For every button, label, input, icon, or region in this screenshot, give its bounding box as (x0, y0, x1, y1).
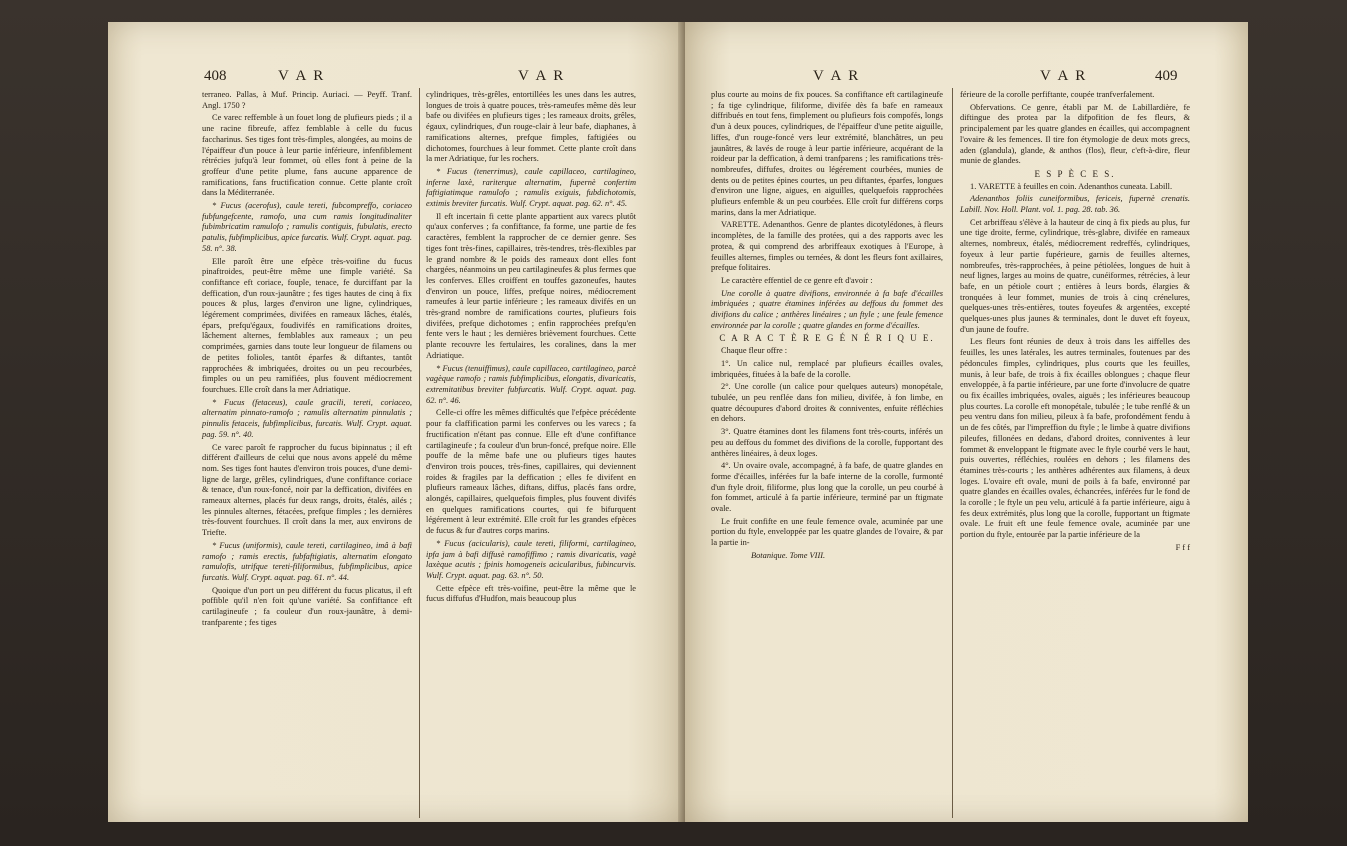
paragraph: Celle-ci offre les mêmes difficultés que l'efpèce précédente pour fa claffification parmi les conferves ou les varecs ; fa fructification n'étant pas connue. Elle eft d'une confiftance cartilagineufe ; fa couleur d'un brun-foncé, prefque noire. Elle pouffe de la même bafe une ou plufieurs tiges hautes d'environ trois pouces, très-fines, capillaires, qui deviennent roides & fragiles par la deffication ; elles fe divifent en plufieurs rameaux lâches, diftans, diffus, placés fans ordre, alongés, capillaires, quelquefois fimples, plus fouvent divifés en quelques ramifications courtes, qui fe bifurquent légérement à leur extrémité. Elle croît fur les grandes efpèces de fucus & fur d'autres corps marins. (426, 408, 636, 536)
paragraph: 3°. Quatre étamines dont les filamens font très-courts, inférés un peu au deffous du fommet des divifions de la corolle, fupportant des anthères linéaires, à deux loges. (711, 427, 943, 458)
section-heading: C A R A C T È R E G É N É R I Q U E. (719, 333, 935, 344)
latin-diagnosis: Adenanthos foliis cuneiformibus, fericeis, fupernè crenatis. Labill. Nov. Holl. Plant. vol. 1. pag. 28. tab. 36. (960, 194, 1190, 215)
running-head-right-col2: V A R (1040, 68, 1088, 84)
signature-mark: F f f (1175, 542, 1190, 552)
paragraph: Ce varec reffemble à un fouet long de plufieurs pieds ; il a une racine fibreufe, affez femblable à celle du fucus faccharinus. Ses tiges font très-fimples, alongées, au moins de l'épaiffeur d'un pouce à leur partie inférieure, infenfiblement rétrécies jufqu'à leur fommet, où elles font à peine de la groffeur d'une petite plume, fans aucune apparence de ramifications, fans fructification connue. Cette plante croît dans la Méditerranée. (202, 113, 412, 198)
essential-character: Une corolle à quatre divifions, environnée à fa bafe d'écailles imbriquées ; quatre étamines inférées au deffous du fommet des divifions du calice ; anthères linéaires ; un ftyle ; une feule femence environnée par la corolle ; quatre glandes en forme d'écailles. (711, 288, 943, 330)
section-heading: E S P È C E S. (1034, 168, 1116, 179)
paragraph: plus courte au moins de fix pouces. Sa confiftance eft cartilagineufe ; fa tige cylindrique, filiforme, divifée dès fa bafe en rameaux diffribués en tout fens, fimplement ou plufieurs fois compofés, longs d'un à deux pouces, cylindriques, de l'épaiffeur d'une petite aiguille, liffes, d'un rouge-foncé vers leur extrémité, blanchâtres, un peu jaunâtres, & lavés de rouge à leur partie inférieure, acquérant de la roideur par la deffication, à demi tranfparens ; les ramifications très-nombreufes, diffufes, droites ou légérement courbées, munies de dents ou de petites épines courtes, un peu diftantes, éparfes, longues d'environ une ligne, aigues, en aiguilles, quelquefois rapprochées plufieurs enfemble & un peu courbées. Elle croît fur différens corps marins, dans la mer Adriatique. (711, 90, 943, 217)
paragraph: Elle paroît être une efpèce très-voifine du fucus pinaftroides, peut-être même une fimple variété. Sa confiftance eft coriace, fouple, tenace, fe durciffant par la deffication, d'un roux-jaunâtre ; fes tiges hautes de cinq à fix pouces & plus, larges d'environ une ligne, cylindriques, légérement comprimées, divifées en rameaux lâches, étalés, épars, prefqu'égaux, foudivifés en ramifications droites, lâchement alternes, femblables aux rameaux ; un peu comprimées, garnies dans toute leur longueur de filamens ou de petites folioles, tantôt éparfes & diftantes, tantôt rapprochées & imbriquées, droites ou un peu recourbées, fimples ou un peu ramifiées, plus fouvent médiocrement fourchues. Elle croît dans la mer Adriatique. (202, 256, 412, 394)
column-rule (952, 88, 953, 818)
signature-line: Botanique. Tome VIII. (751, 550, 826, 560)
left-page-column-2 (426, 90, 636, 607)
right-page (685, 22, 1248, 822)
species-entry: 1. VARETTE à feuilles en coin. Adenanthos cuneata. Labill. (970, 181, 1173, 191)
right-page-column-2 (960, 90, 1190, 556)
right-page-column-1 (711, 90, 943, 564)
paragraph: Le caractère effentiel de ce genre eft d'avoir : (721, 275, 873, 285)
column-rule (419, 88, 420, 818)
latin-diagnosis: * Fucus (tenuiffimus), caule capillaceo, cartilagineo, parcè vagèque ramofo ; ramis fubfimplicibus, elongatis, divaricatis, extremitatibus breviter fubfurcatis. Wulf. Crypt. aquat. pag. 62. n°. 46. (426, 363, 636, 405)
paragraph: 1°. Un calice nul, remplacé par plufieurs écailles ovales, imbriquées, fituées à la bafe de la corolle. (711, 358, 943, 379)
page-number-left: 408 (204, 68, 227, 84)
paragraph: 2°. Une corolle (un calice pour quelques auteurs) monopétale, tubulée, un peu renflée dans fon milieu, divifée, à fon limbe, en quatre découpures d'abord droites & conniventes, enfuite réfléchies en dehors. (711, 382, 943, 424)
paragraph: Chaque fleur offre : (721, 346, 788, 356)
paragraph: 4°. Un ovaire ovale, accompagné, à fa bafe, de quatre glandes en forme d'écailles, inférées fur la bafe interne de la corolle, furmonté d'un ftyle droit, filiforme, plus long que la corolle, un peu courbé à fon fommet, articulé à fa partie inférieure, terminé par un ftigmate ovale. (711, 461, 943, 514)
genus-entry: VARETTE. Adenanthos. Genre de plantes dicotylédones, à fleurs incomplètes, de la famille des protées, qui a des rapports avec les protea, & qui comprend des arbriffeaux exotiques à l'Europe, à feuilles alternes, fimples ou ternées, & dont les fleurs font axillaires, prefque folitaires. (711, 220, 943, 273)
latin-diagnosis: * Fucus (fetaceus), caule gracili, tereti, coriaceo, alternatim pinnato-ramofo ; ramulis alternatim pinnulatis ; pinnulis fetaceis, fubfimplicibus, furcatis. Wulf. Crypt. aquat. pag. 59. n°. 40. (202, 397, 412, 439)
running-head-left-col2: V A R (518, 68, 566, 84)
latin-diagnosis: * Fucus (tenerrimus), caule capillaceo, cartilagineo, inferne laxè, rariterque alternatim, fupernè confertim faftigiatimque ramulofo ; ramulis exiguis, fubdichotomis, extimis breviter furcatis. Wulf. Crypt. aquat. pag. 62. n°. 45. (426, 166, 636, 209)
paragraph: cylindriques, très-grêles, entortillées les unes dans les autres, longues de trois à quatre pouces, très-rameufes même dès leur bafe ou divifées en plufieurs tiges ; les rameaux droits, grêles, égaux, cylindriques, d'un rouge-clair à leur bafe, diaphanes, à ramifications alternes, prefque fimples, faftigiées ou dichotomes, fourchues à leur fommet. Cette plante croît dans la mer Adriatique, fur les rochers. (426, 90, 636, 164)
running-head-right-col1: V A R (813, 68, 861, 84)
paragraph: Obfervations. Ce genre, établi par M. de Labillardière, fe diftingue des protea par la difpofition de fes fleurs, & principalement par les quatre glandes en écailles, qui accompagnent l'ovaire & les femences. Il tire fon étymologie de deux mots grecs, aden (glandula), glande, & anthos (flos), fleur, c'eft-à-dire, fleur munie de glandes. (960, 102, 1190, 166)
latin-diagnosis: * Fucus (acicularis), caule tereti, filiformi, cartilagineo, ipfa jam à bafi diffusè ramofiffimo ; ramis divaricatis, vagè laxèque acutis ; fpinis homogeneis acicularibus, fubincurvis. Wulf. Crypt. aquat. pag. 63. n°. 50. (426, 538, 636, 580)
paragraph: Cet arbriffeau s'élève à la hauteur de cinq à fix pieds au plus, fur une tige droite, ferme, cylindrique, très-glabre, divifée en rameaux alternes, nombreux, étalés, médiocrement redreffés, cylindriques, foyeux à leur partie fupérieure, garnis de feuilles alternes, nombreufes, très-rapprochées, à peine pétiolées, longues de huit à neuf lignes, larges au moins de quatre, cunéiformes, rétrécies, à leur bafe, en un pétiole court ; entières à leurs bords, élargies & tronquées à leur fommet, munies de trois à cinq crénelures, quelques-unes très-entières, toutes foyeufes & argentées, excepté quelques-unes plus jaunes & terminales, dont le duvet eft foyeux, d'un jaune de foufre. (960, 217, 1190, 334)
paragraph: Les fleurs font réunies de deux à trois dans les aiffelles des feuilles, les unes latérales, les autres terminales, foutenues par des pédoncules fimples, cylindriques, plus courts que les feuilles, munis, à leur bafe, de trois à fix écailles oblongues ; chaque fleur enveloppée, à fa partie inférieure, par une forte d'involucre de quatre ou fix écailles imbriquées, ovales, aiguës ; les inférieures beaucoup plus courtes. La corolle eft monopétale, tubulée ; le tube renflé & un peu ventru dans fon milieu, pileux à fa bafe, profondément fendu à un de fes côtés, par l'impreffion du ftyle ; le limbe à quatre divifions pileufes, fillonées en dedans, d'abord droites, conniventes à leur fommet & enveloppant le ftigmate avec le ftyle courbé vers le haut, puis ouvertes, réfléchies, roulées en dehors ; les filamens des étamines très-courts ; les anthères adhérentes aux filamens, à deux loges. L'ovaire eft ovale, muni de poils à fa bafe, environné par quatre glandes en écailles ovales, échancrées, inférées fur le fond de la corolle ; le ftyle un peu velu, articulé à fa partie inférieure, aigu à fes deux extrémités, plus long que la corolle, fupportant un ftigmate ovale. Le fruit eft une feule femence ovale, acuminée par une portion du ftyle, entourée par la partie inférieure de la (960, 337, 1190, 540)
left-page-column-1 (202, 90, 412, 630)
paragraph: Quoique d'un port un peu différent du fucus plicatus, il eft poffible qu'il n'en foit qu'une variété. Sa confiftance eft cartilagineufe ; fa couleur d'un roux-jaunâtre, à demi-tranfparente ; fes tiges (202, 585, 412, 627)
paragraph: Ce varec paroît fe rapprocher du fucus bipinnatus ; il eft différent d'ailleurs de celui que nous avons appelé du même nom. Ses tiges font hautes d'environ trois pouces, d'une demi-ligne de large, grêles, cylindriques, d'une confiftance coriace & tenace, d'un roux-foncé, noir par la deffication, divifées en rameaux alternes, placés fur deux rangs, droits, étalés, ailés ; les pinnules alternes, fétacées, prefque fimples ; les dernières très-fouvent fourchues. Il croît dans la mer, aux environs de Triefte. (202, 442, 412, 538)
page-number-right: 409 (1155, 68, 1178, 84)
left-page (108, 22, 685, 822)
latin-diagnosis: * Fucus (uniformis), caule tereti, cartilagineo, imâ à bafi ramofo ; ramis erectis, fubfaftigiatis, alternatim elongato ramulofis, utrifque tereti-filiformibus, fubfimplicibus, apice furcatis. Wulf. Crypt. aquat. pag. 61. n°. 44. (202, 540, 412, 582)
running-head-left-col1: V A R (278, 68, 326, 84)
latin-diagnosis: * Fucus (acerofus), caule tereti, fubcompreffo, coriaceo fubfungefcente, ramofo, una cum ramis longitudinaliter fubimbricatim ramulofo ; ramulis contiguis, fubulatis, erecto patulis, fubfimplicibus, apice furcatis. Wulf. Crypt. aquat. pag. 58. n°. 38. (202, 201, 412, 253)
paragraph: Le fruit confifte en une feule femence ovale, acuminée par une portion du ftyle, enveloppée par les quatre glandes de l'ovaire, & par la partie in- (711, 516, 943, 548)
paragraph: Cette efpèce eft très-voifine, peut-être la même que le fucus diffufus d'Hudfon, mais beaucoup plus (426, 583, 636, 604)
paragraph: terraneo. Pallas, à Muf. Princip. Auriaci. — Peyff. Tranf. Angl. 1750 ? (202, 90, 412, 110)
paragraph: Il eft incertain fi cette plante appartient aux varecs plutôt qu'aux conferves ; fa confiftance, fa forme, une partie de fes caractères, femblent la rapprocher de ce dernier genre. Ses tiges font très-fines, capillaires, très-tendres, très-flexibles par le grand nombre & le poids des rameaux dont elles font chargées, néanmoins un peu cartilagineufes & plus fermes que les conferves. Elles croiffent en touffes gazoneufes, hautes d'environ un pouce, liffes, prefque noires, médiocrement rameufes à leur partie inférieure ; les rameaux divifés en un très-grand nombre de ramifications courtes, plufieurs fois divifées, prefque dichotomes ; enfin rapprochées prefqu'en fente vers le haut ; les dernières brièvement fourchues. Cette plante recouvre les fertulaires, les coralines, dans la mer Adriatique. (426, 211, 636, 360)
paragraph: férieure de la corolle perfiftante, coupée tranfverfalement. (960, 90, 1155, 99)
